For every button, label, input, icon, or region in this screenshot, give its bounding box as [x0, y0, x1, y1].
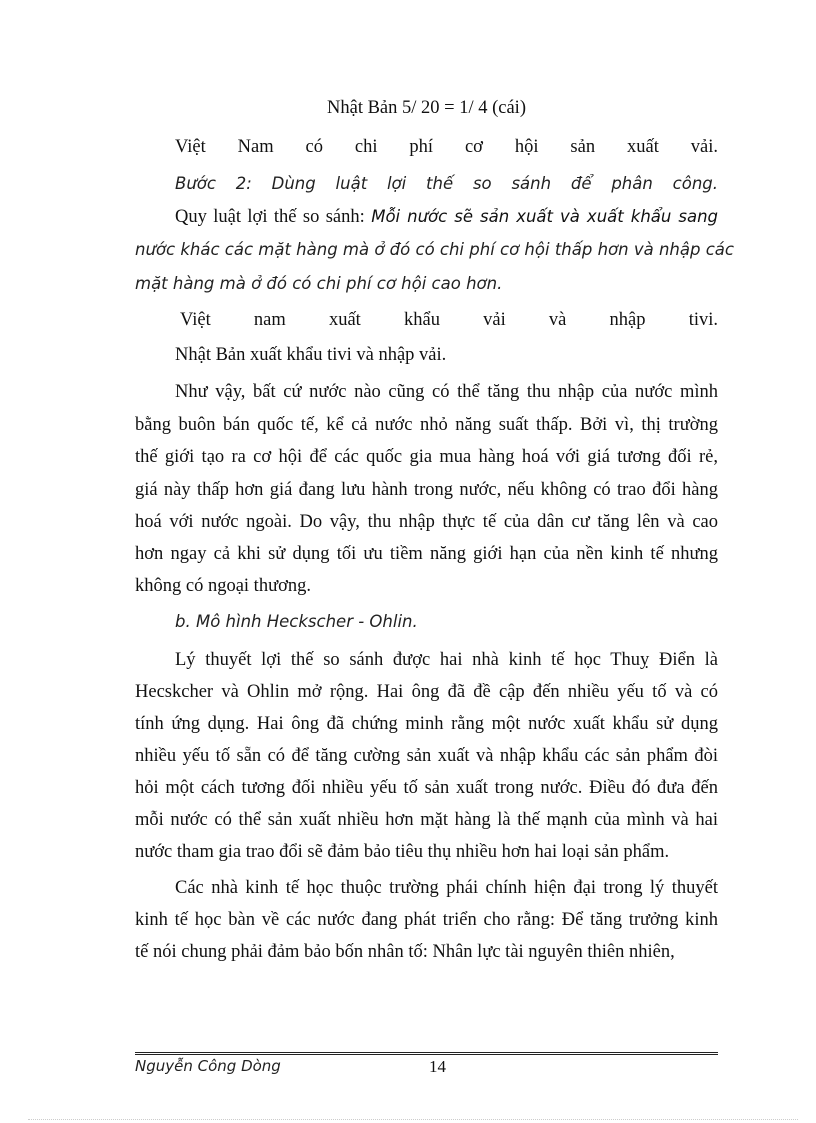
rule-line — [175, 207, 718, 228]
paragraph-line: tính ứng dụng. Hai ông đã chứng minh rằng một nước xuất khẩu sử dụng — [135, 714, 718, 734]
paragraph-line: hơn ngay cả khi sử dụng tối ưu tiềm năng giới hạn của nền kinh tế nhưng — [135, 544, 718, 564]
paragraph-line: hoá với nước ngoài. Do vậy, thu nhập thực tế của dân cư tăng lên và cao — [135, 512, 718, 532]
rule-text: Mỗi nước sẽ sản xuất và xuất khẩu sang — [371, 207, 719, 226]
paragraph-line: không có ngoại thương. — [135, 576, 312, 596]
paragraph-line: Như vậy, bất cứ nước nào cũng có thể tăng thu nhập của nước mình — [175, 382, 718, 402]
rule-line-end: mặt hàng mà ở đó có chi phí cơ hội cao hơn. — [135, 274, 503, 293]
paragraph-line: tế nói chung phải đảm bảo bốn nhân tố: Nhân lực tài nguyên thiên nhiên, — [135, 942, 675, 962]
paragraph-line: giá này thấp hơn giá đang lưu hành trong nước, nếu không có trao đổi hàng — [135, 480, 718, 500]
paragraph-line: nhiều yếu tố sẵn có để tăng cường sản xuất và nhập khẩu các sản phẩm đòi — [135, 746, 718, 766]
paragraph-line: Các nhà kinh tế học thuộc trường phái chính hiện đại trong lý thuyết — [175, 878, 718, 898]
footer-rule — [135, 1052, 718, 1055]
paragraph-line: bằng buôn bán quốc tế, kể cả nước nhỏ năng suất thấp. Bởi vì, thị trường — [135, 415, 718, 435]
paragraph-line: thế giới tạo ra cơ hội để các quốc gia mua hàng hoá với giá tương đối rẻ, — [135, 447, 718, 467]
section-heading: b. Mô hình Heckscher - Ohlin. — [175, 612, 418, 631]
rule-line-cont: nước khác các mặt hàng mà ở đó có chi phí cơ hội thấp hơn và nhập các — [135, 240, 734, 259]
step-line: Bước 2: Dùng luật lợi thế so sánh để phân công. — [175, 174, 718, 193]
paragraph-line: nước tham gia trao đổi sẽ đảm bảo tiêu thụ nhiều hơn hai loại sản phẩm. — [135, 842, 670, 862]
paragraph-line: kinh tế học bàn về các nước đang phát triển cho rằng: Để tăng trưởng kinh — [135, 910, 718, 930]
body-line: Nhật Bản xuất khẩu tivi và nhập vải. — [175, 345, 447, 365]
paragraph-line: Hecskcher và Ohlin mở rộng. Hai ông đã đề cập đến nhiều yếu tố và có — [135, 682, 718, 702]
footer-author: Nguyễn Công Dòng — [135, 1057, 281, 1075]
rule-lead: Quy luật lợi thế so sánh: — [175, 207, 372, 227]
body-line: Việt Nam có chi phí cơ hội sản xuất vải. — [175, 137, 718, 157]
page-number: 14 — [429, 1057, 446, 1076]
equation-line: Nhật Bản 5/ 20 = 1/ 4 (cái) — [327, 98, 526, 118]
paragraph-line: mỗi nước có thể sản xuất nhiều hơn mặt hàng là thế mạnh của mình và hai — [135, 810, 718, 830]
body-line: Việt nam xuất khẩu vải và nhập tivi. — [180, 310, 718, 330]
paragraph-line: hỏi một cách tương đối nhiều yếu tố sản xuất trong nước. Điều đó đưa đến — [135, 778, 718, 798]
paragraph-line: Lý thuyết lợi thế so sánh được hai nhà kinh tế học Thuỵ Điển là — [175, 650, 718, 670]
page-edge-divider — [28, 1119, 798, 1120]
